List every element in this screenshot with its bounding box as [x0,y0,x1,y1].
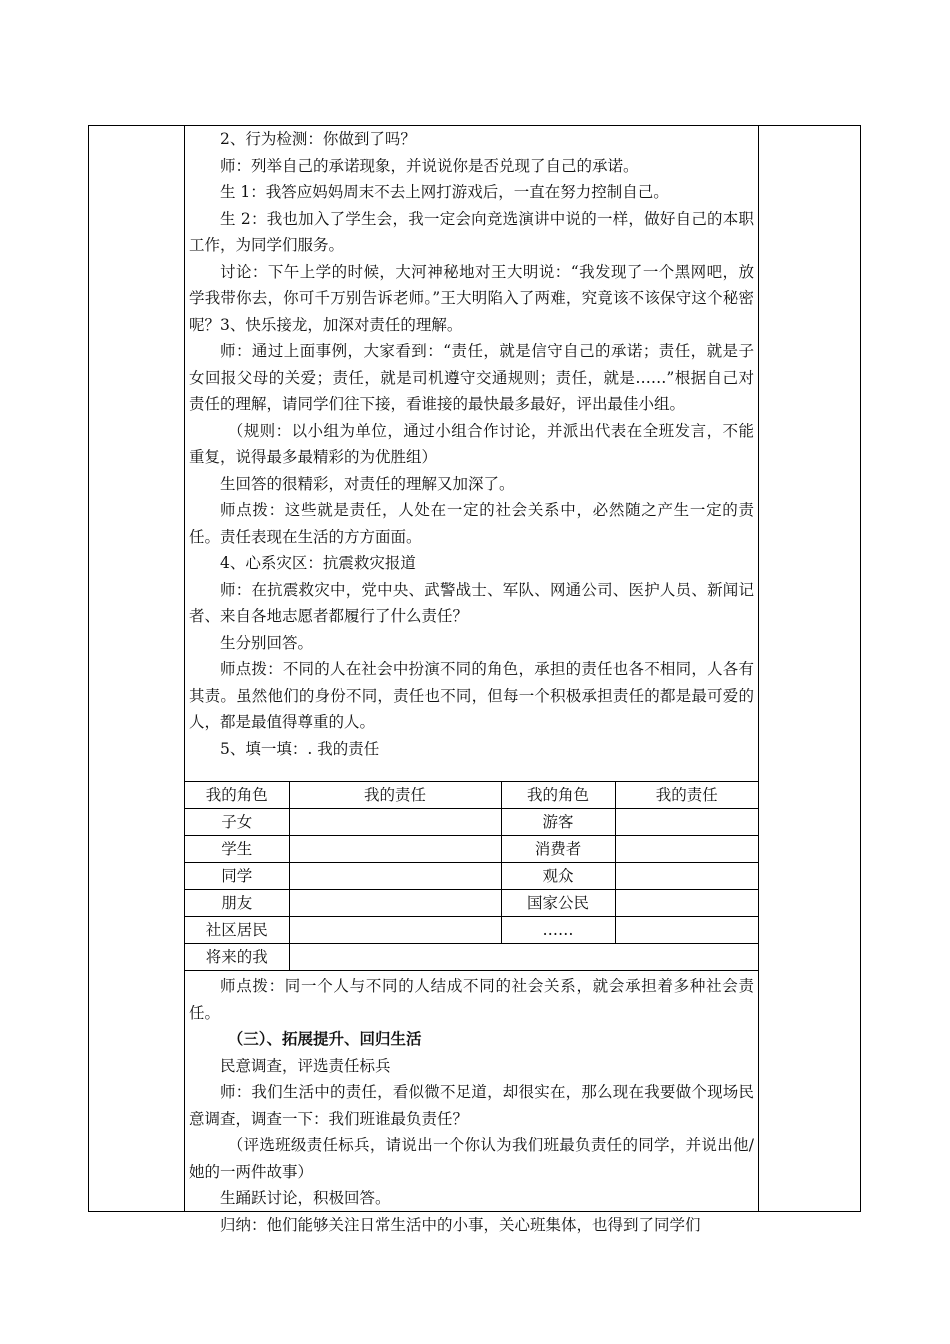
paragraph: 师点拨：同一个人与不同的人结成不同的社会关系，就会承担着多种社会责任。 [189,977,754,1022]
table-cell: 消费者 [501,836,615,863]
paragraph: 5、填一填：. 我的责任 [220,739,380,758]
table-cell: 观众 [501,863,615,890]
column-divider-right [758,126,759,1211]
table-cell: 游客 [501,809,615,836]
responsibility-table [185,781,758,971]
paragraph: （规则：以小组为单位，通过小组合作讨论，并派出代表在全班发言，不能重复，说得最多最精彩的为优胜组） [189,421,754,466]
table-row [185,890,758,917]
table-header: 我的角色 [501,782,615,809]
paragraph: 师：我们生活中的责任，看似微不足道，却很实在，那么现在我要做个现场民意调查，调查一下：我们班谁最负责任？ [189,1083,754,1128]
lesson-content [185,126,758,1234]
paragraph: 4、心系灾区：抗震救灾报道 [220,554,416,572]
paragraph: 师点拨：不同的人在社会中扮演不同的角色，承担的责任也各不相同，人各有其责。虽然他们的身份不同，责任也不同，但每一个积极承担责任的都是最可爱的人，都是最值得尊重的人。 [189,660,754,731]
table-row [185,944,758,971]
table-cell: 子女 [185,809,289,836]
table-cell: 朋友 [185,890,289,917]
lesson-plan-frame [88,125,861,1234]
table-cell [615,890,758,917]
table-row [185,836,758,863]
paragraph: 生回答的很精彩，对责任的理解又加深了。 [220,474,515,493]
table-cell [615,917,758,944]
paragraph: 生 1：我答应妈妈周末不去上网打游戏后，一直在努力控制自己。 [220,183,669,201]
table-cell [289,917,501,944]
paragraph: 2、行为检测：你做到了吗？ [220,130,416,148]
paragraph: 师：在抗震救灾中，党中央、武警战士、军队、网通公司、医护人员、新闻记者、来自各地志愿者都履行了什么责任？ [189,580,754,625]
paragraph: 师：通过上面事例，大家看到：“责任，就是信守自己的承诺；责任，就是子女回报父母的关爱；责任，就是司机遵守交通规则；责任，就是……”根据自己对责任的理解，请同学们往下接，看谁接的最快最多最好，评出最佳小组。 [189,342,754,413]
table-cell: 社区居民 [185,917,289,944]
table-cell [289,809,501,836]
paragraph: 生 2：我也加入了学生会，我一定会向竞选演讲中说的一样，做好自己的本职工作，为同学们服务。 [189,209,754,254]
paragraph: 师点拨：这些就是责任，人处在一定的社会关系中，必然随之产生一定的责任。责任表现在生活的方方面面。 [189,501,754,546]
table-cell [289,863,501,890]
paragraph: 生分别回答。 [220,633,314,652]
table-cell: …… [501,917,615,944]
paragraph: 生踊跃讨论，积极回答。 [220,1189,391,1207]
paragraph: 师：列举自己的承诺现象，并说说你是否兑现了自己的承诺。 [220,156,639,175]
table-cell: 国家公民 [501,890,615,917]
table-cell [289,836,501,863]
table-cell: 学生 [185,836,289,863]
table-cell: 将来的我 [185,944,289,971]
table-header: 我的角色 [185,782,289,809]
table-cell [615,836,758,863]
paragraph: 讨论：下午上学的时候，大河神秘地对王大明说：“我发现了一个黑网吧，放学我带你去，你可千万别告诉老师。”王大明陷入了两难，究竟该不该保守这个秘密呢？3、快乐接龙，加深对责任的理解。 [189,262,754,334]
paragraph: 归纳：他们能够关注日常生活中的小事，关心班集体，也得到了同学们 [220,1215,701,1234]
section-heading: （三）、拓展提升、回归生活 [227,1029,422,1048]
table-header-row [185,782,758,809]
table-header: 我的责任 [615,782,758,809]
table-cell: 同学 [185,863,289,890]
table-cell-empty [289,944,758,971]
paragraph: 民意调查，评选责任标兵 [220,1056,391,1075]
table-cell [615,809,758,836]
paragraph: （评选班级责任标兵，请说出一个你认为我们班最负责任的同学，并说出他/她的一两件故事） [189,1136,754,1181]
table-row [185,809,758,836]
table-row [185,917,758,944]
table-row [185,863,758,890]
table-cell [289,890,501,917]
table-header: 我的责任 [289,782,501,809]
table-cell [615,863,758,890]
